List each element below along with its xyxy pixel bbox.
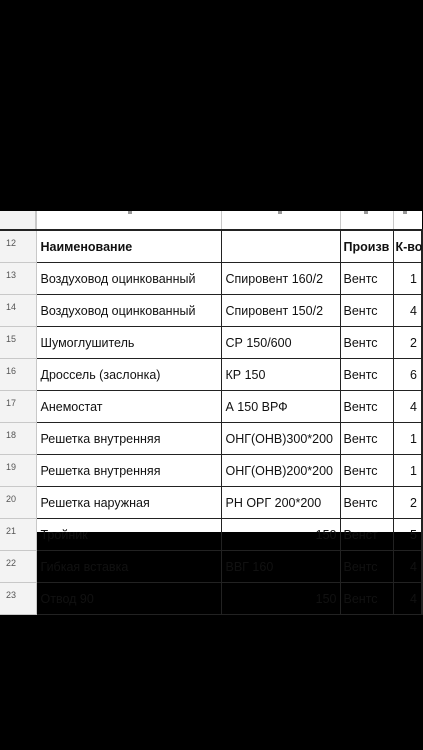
- header-model-cell[interactable]: [221, 230, 340, 263]
- qty-cell[interactable]: 6: [393, 359, 422, 391]
- table-row: [0, 327, 422, 359]
- maker-cell[interactable]: Венст: [340, 519, 393, 551]
- row-number[interactable]: 19: [0, 455, 36, 487]
- qty-cell[interactable]: 1: [393, 263, 422, 295]
- maker-cell[interactable]: Вентс: [340, 551, 393, 583]
- qty-cell[interactable]: 4: [393, 583, 422, 615]
- qty-cell[interactable]: 4: [393, 391, 422, 423]
- header-name-cell[interactable]: Наименование: [36, 230, 221, 263]
- model-cell[interactable]: СР 150/600: [221, 327, 340, 359]
- table-header-row: [0, 230, 422, 263]
- qty-cell[interactable]: 1: [393, 455, 422, 487]
- maker-cell[interactable]: Вентс: [340, 295, 393, 327]
- row-number[interactable]: 15: [0, 327, 36, 359]
- table-row: [0, 295, 422, 327]
- name-cell[interactable]: Решетка внутренняя: [36, 423, 221, 455]
- qty-cell[interactable]: 4: [393, 551, 422, 583]
- maker-cell[interactable]: Вентс: [340, 359, 393, 391]
- table-row: [0, 519, 422, 551]
- row-number[interactable]: 13: [0, 263, 36, 295]
- model-cell[interactable]: Спировент 150/2: [221, 295, 340, 327]
- row-number[interactable]: 20: [0, 487, 36, 519]
- qty-cell[interactable]: 4: [393, 295, 422, 327]
- row-number[interactable]: 17: [0, 391, 36, 423]
- row-number[interactable]: 12: [0, 230, 36, 263]
- model-cell[interactable]: ОНГ(ОНВ)200*200: [221, 455, 340, 487]
- model-cell[interactable]: Спировент 160/2: [221, 263, 340, 295]
- table-row: [0, 551, 422, 583]
- maker-cell[interactable]: Вентс: [340, 391, 393, 423]
- maker-cell[interactable]: Вентс: [340, 583, 393, 615]
- table-row: [0, 583, 422, 615]
- model-cell[interactable]: ВВГ 160: [221, 551, 340, 583]
- model-cell[interactable]: РН ОРГ 200*200: [221, 487, 340, 519]
- model-cell[interactable]: 150: [221, 519, 340, 551]
- name-cell[interactable]: Анемостат: [36, 391, 221, 423]
- name-cell[interactable]: Дроссель (заслонка): [36, 359, 221, 391]
- table-row: [0, 359, 422, 391]
- name-cell[interactable]: Воздуховод оцинкованный: [36, 295, 221, 327]
- name-cell[interactable]: Шумоглушитель: [36, 327, 221, 359]
- header-maker-cell[interactable]: Произв: [340, 230, 393, 263]
- table-row: [0, 391, 422, 423]
- row-header-clipped: [0, 211, 36, 229]
- maker-cell[interactable]: Вентс: [340, 455, 393, 487]
- name-cell[interactable]: Гибкая вставка: [36, 551, 221, 583]
- row-number[interactable]: 14: [0, 295, 36, 327]
- table-row: [0, 487, 422, 519]
- name-cell[interactable]: Тройник: [36, 519, 221, 551]
- name-cell[interactable]: Отвод 90: [36, 583, 221, 615]
- maker-cell[interactable]: Вентс: [340, 423, 393, 455]
- row-number[interactable]: 21: [0, 519, 36, 551]
- row-number[interactable]: 23: [0, 583, 36, 615]
- qty-cell[interactable]: 2: [393, 487, 422, 519]
- name-cell[interactable]: Решетка наружная: [36, 487, 221, 519]
- table-row: [0, 455, 422, 487]
- maker-cell[interactable]: Вентс: [340, 327, 393, 359]
- header-qty-cell[interactable]: К-во: [393, 230, 422, 263]
- name-cell[interactable]: Решетка внутренняя: [36, 455, 221, 487]
- row-number[interactable]: 18: [0, 423, 36, 455]
- qty-cell[interactable]: 1: [393, 423, 422, 455]
- table-row: [0, 423, 422, 455]
- equipment-table: [0, 229, 423, 615]
- name-cell[interactable]: Воздуховод оцинкованный: [36, 263, 221, 295]
- maker-cell[interactable]: Вентс: [340, 487, 393, 519]
- row-number[interactable]: 16: [0, 359, 36, 391]
- qty-cell[interactable]: 5: [393, 519, 422, 551]
- qty-cell[interactable]: 2: [393, 327, 422, 359]
- maker-cell[interactable]: Вентс: [340, 263, 393, 295]
- row-number[interactable]: 22: [0, 551, 36, 583]
- clipped-previous-row: [0, 211, 422, 230]
- model-cell[interactable]: КР 150: [221, 359, 340, 391]
- model-cell[interactable]: 150: [221, 583, 340, 615]
- model-cell[interactable]: А 150 ВРФ: [221, 391, 340, 423]
- model-cell[interactable]: ОНГ(ОНВ)300*200: [221, 423, 340, 455]
- table-row: [0, 263, 422, 295]
- spreadsheet-area: [0, 211, 423, 606]
